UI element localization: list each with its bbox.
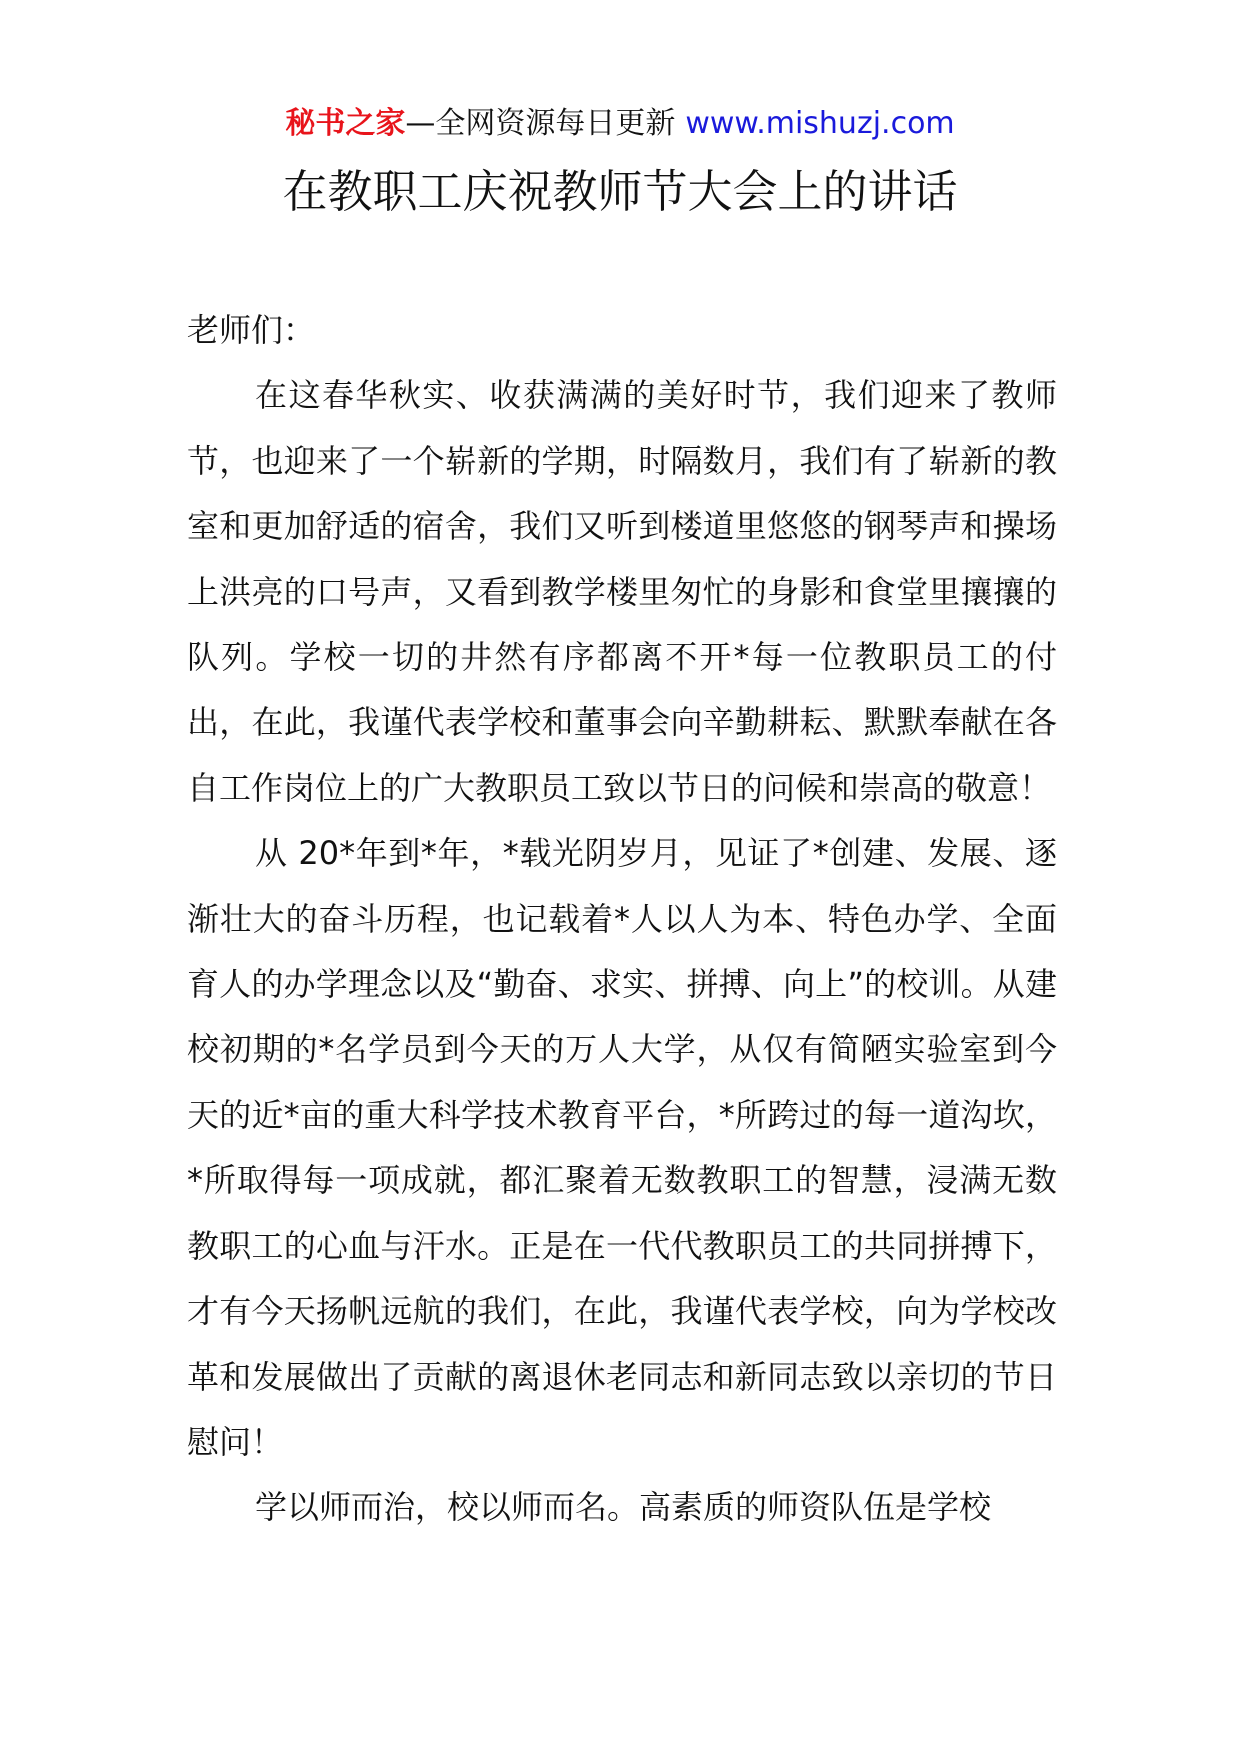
document-body xyxy=(187,298,1057,1541)
brand-name: 秘书之家 xyxy=(285,106,406,141)
document-title: 在教职工庆祝教师节大会上的讲话 xyxy=(282,165,958,218)
salutation: 老师们： xyxy=(187,311,316,349)
paragraph-3: 学以师而治，校以师而名。高素质的师资队伍是学校 xyxy=(255,1488,992,1527)
paragraph-1: 在这春华秋实、收获满满的美好时节，我们迎来了教师节，也迎来了一个崭新的学期，时隔数月，我们有了崭新的教室和更加舒适的宿舍，我们又听到楼道里悠悠的钢琴声和操场上洪亮的口号声，又看到教学楼里匆忙的身影和食堂里攘攘的队列。学校一切的井然有序都离不开*每一位教职员工的付出，在此，我谨代表学校和董事会向辛勤耕耘、默默奉献在各自工作岗位上的广大教职员工致以节日的问候和崇高的敬意！ xyxy=(187,376,1057,807)
site-url: www.mishuzj.com xyxy=(685,106,955,141)
paragraph-2: 从 20*年到*年，*载光阴岁月，见证了*创建、发展、逐渐壮大的奋斗历程，也记载着*人以人为本、特色办学、全面育人的办学理念以及“勤奋、求实、拼搏、向上”的校训。从建校初期的*名学员到今天的万人大学，从仅有简陋实验室到今天的近*亩的重大科学技术教育平台，*所跨过的每一道沟坎，*所取得每一项成就，都汇聚着无数教职工的智慧，浸满无数教职工的心血与汗水。正是在一代代教职员工的共同拼搏下，才有今天扬帆远航的我们，在此，我谨代表学校，向为学校改革和发展做出了贡献的离退休老同志和新同志致以亲切的节日慰问！ xyxy=(187,834,1057,1461)
header-tagline: —全网资源每日更新 xyxy=(405,106,676,141)
site-header xyxy=(0,104,1240,144)
